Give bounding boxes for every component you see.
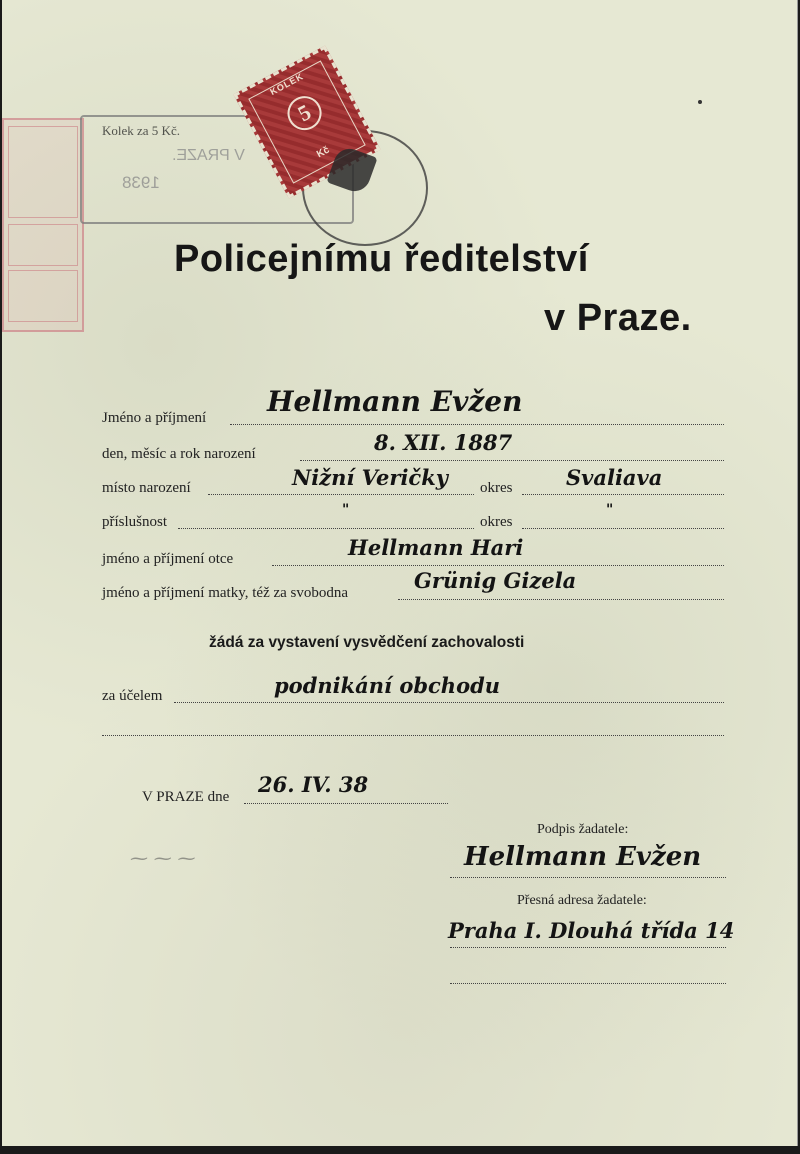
signature-label: Podpis žadatele:: [537, 822, 629, 837]
stamp-mirror-text: V PRAZE.: [172, 147, 245, 164]
purpose-label: za účelem: [102, 688, 163, 704]
addressee-line-1: Policejnímu ředitelství: [174, 238, 589, 280]
birthplace-label: místo narození: [102, 480, 191, 496]
domicile-value: ": [342, 502, 350, 518]
signature-value: Hellmann Evžen: [464, 842, 702, 872]
faded-pencil-note: ⁓ ⁓ ⁓: [130, 848, 196, 869]
mother-label: jméno a příjmení matky, též za svobodna: [102, 585, 349, 601]
birthplace-district-value: Svaliava: [566, 465, 663, 490]
birth-date-label: den, měsíc a rok narození: [102, 446, 256, 462]
domicile-district-label: okres: [480, 514, 513, 530]
applicant-name: Hellmann Evžen: [267, 385, 523, 418]
stamp-fee-label: Kolek za 5 Kč.: [102, 123, 180, 138]
addressee-line-2: v Praze.: [544, 297, 692, 339]
birth-date-value: 8. XII. 1887: [374, 430, 513, 455]
revenue-stamp-currency: Kč: [314, 144, 332, 161]
purpose-value: podnikání obchodu: [274, 673, 501, 698]
ink-dot: [698, 100, 702, 104]
domicile-district-value: ": [606, 502, 614, 518]
date-value: 26. IV. 38: [258, 772, 369, 797]
red-registration-stamp: [2, 118, 84, 332]
mother-value: Grünig Gizela: [414, 568, 577, 593]
request-statement: žádá za vystavení vysvědčení zachovalosti: [209, 634, 525, 651]
birthplace-value: Nižní Veričky: [292, 465, 448, 490]
revenue-stamp-value: 5: [282, 90, 328, 136]
domicile-label: příslušnost: [102, 514, 168, 530]
name-label: Jméno a příjmení: [102, 410, 207, 426]
revenue-stamp-top-text: KOLEK: [268, 71, 306, 98]
father-value: Hellmann Hari: [348, 535, 524, 560]
address-label: Přesná adresa žadatele:: [517, 893, 647, 908]
father-label: jméno a příjmení otce: [102, 551, 234, 567]
stamp-mirror-year: 1938: [122, 173, 160, 192]
place-date-label: V PRAZE dne: [142, 789, 230, 805]
address-value: Praha I. Dlouhá třída 14: [448, 918, 735, 943]
document-page: [2, 0, 798, 1146]
birthplace-district-label: okres: [480, 480, 513, 496]
